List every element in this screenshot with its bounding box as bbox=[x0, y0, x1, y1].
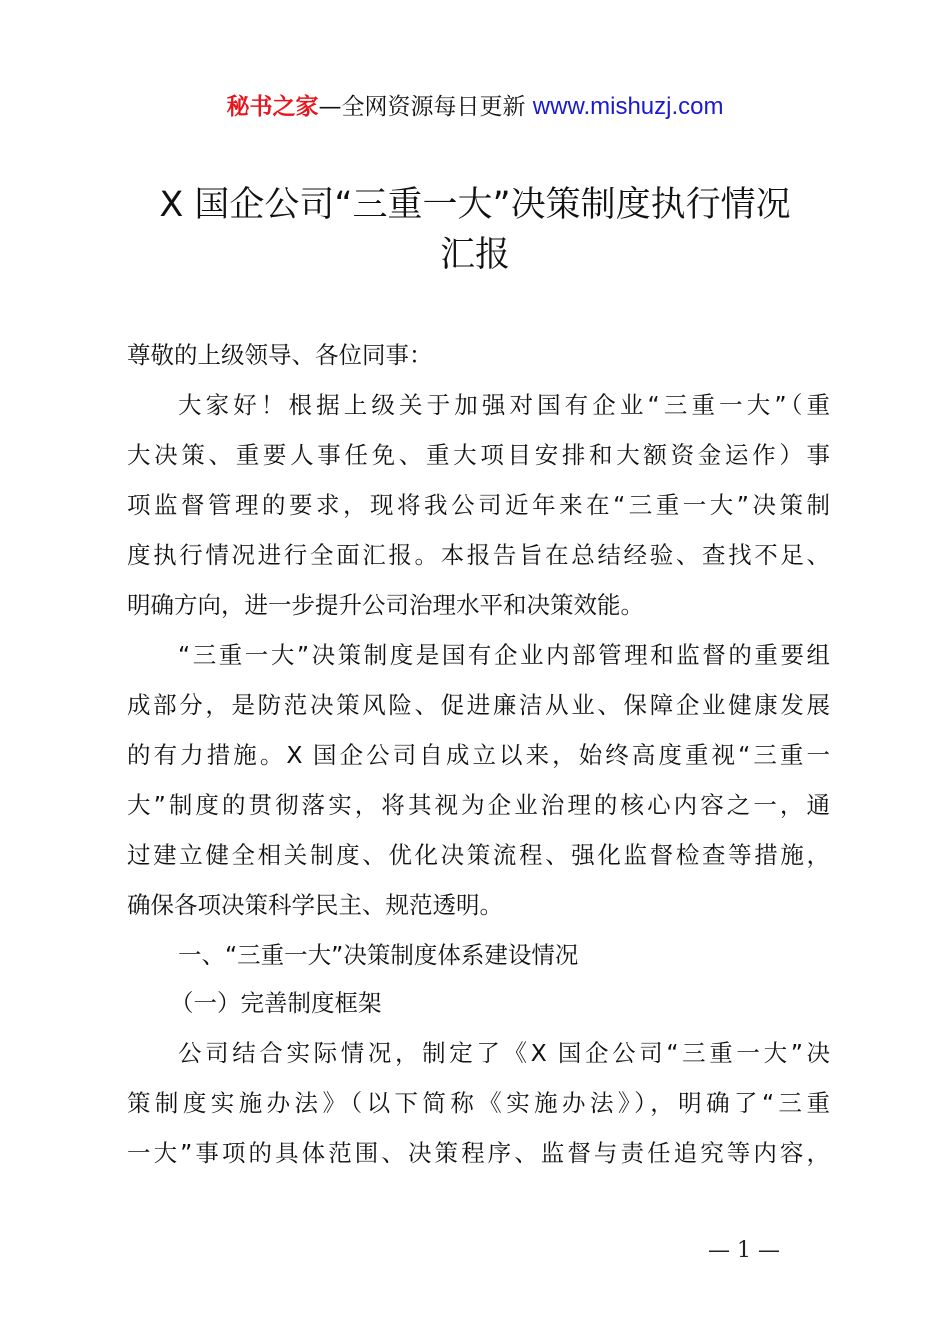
body-line: 大家好！根据上级关于加强对国有企业“三重一大”（重 bbox=[178, 391, 830, 419]
subsection-heading: （一）完善制度框架 bbox=[170, 989, 382, 1017]
body-line: 公司结合实际情况，制定了《X 国企公司“三重一大”决 bbox=[178, 1039, 830, 1067]
body-line: 项监督管理的要求，现将我公司近年来在“三重一大”决策制 bbox=[127, 491, 830, 519]
body-line: 确保各项决策科学民主、规范透明。 bbox=[127, 891, 503, 919]
body-line: “三重一大”决策制度是国有企业内部管理和监督的重要组 bbox=[178, 641, 830, 669]
page-number: — 1 — bbox=[708, 1238, 780, 1263]
document-title-line-2: 汇报 bbox=[439, 235, 510, 275]
body-line: 大”制度的贯彻落实，将其视为企业治理的核心内容之一，通 bbox=[127, 791, 830, 819]
body-line: 度执行情况进行全面汇报。本报告旨在总结经验、查找不足、 bbox=[127, 541, 830, 569]
body-line: 成部分，是防范决策风险、促进廉洁从业、保障企业健康发展 bbox=[127, 691, 830, 719]
body-line: 过建立健全相关制度、优化决策流程、强化监督检查等措施， bbox=[127, 841, 830, 869]
site-header bbox=[0, 88, 950, 121]
body-line: 大决策、重要人事任免、重大项目安排和大额资金运作）事 bbox=[127, 441, 830, 469]
header-tagline: —全网资源每日更新 bbox=[318, 94, 526, 120]
salutation: 尊敬的上级领导、各位同事： bbox=[127, 341, 433, 369]
document-title-line-1: X 国企公司“三重一大”决策制度执行情况 bbox=[159, 185, 791, 225]
brand-name: 秘书之家 bbox=[226, 94, 319, 120]
site-link[interactable]: www.mishuzj.com bbox=[532, 93, 724, 120]
body-line: 策制度实施办法》（以下简称《实施办法》），明确了“三重 bbox=[127, 1089, 830, 1117]
body-line: 一大”事项的具体范围、决策程序、监督与责任追究等内容， bbox=[127, 1139, 830, 1167]
body-line: 的有力措施。X 国企公司自成立以来，始终高度重视“三重一 bbox=[127, 741, 830, 769]
section-heading: 一、“三重一大”决策制度体系建设情况 bbox=[178, 941, 579, 969]
body-line: 明确方向，进一步提升公司治理水平和决策效能。 bbox=[127, 591, 644, 619]
